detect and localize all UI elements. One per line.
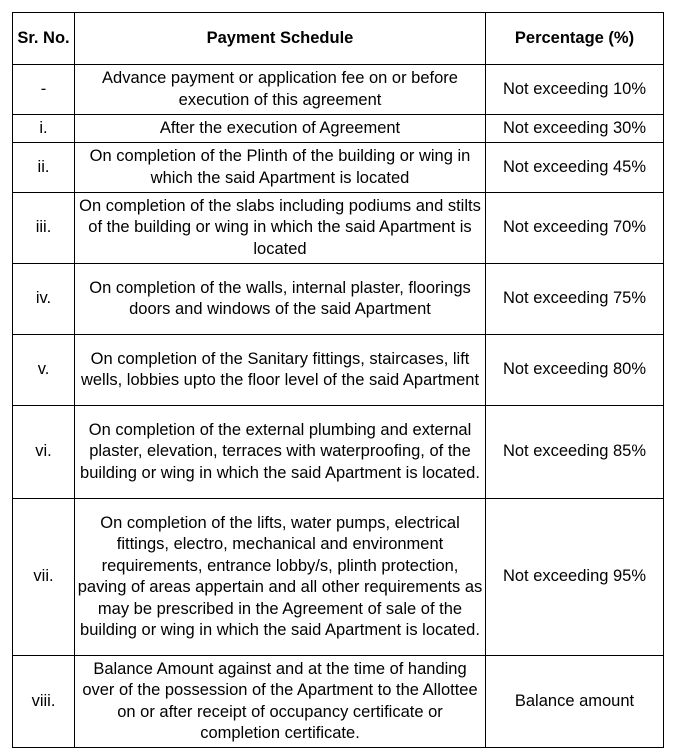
percentage-cell: Not exceeding 80% <box>486 335 664 406</box>
table-row <box>13 656 664 748</box>
percentage-cell: Not exceeding 10% <box>486 65 664 115</box>
sr-cell: ii. <box>13 143 75 193</box>
table-header-row <box>13 13 664 65</box>
percentage-cell: Not exceeding 45% <box>486 143 664 193</box>
sr-cell: - <box>13 65 75 115</box>
table-row <box>13 115 664 143</box>
schedule-cell: On completion of the Plinth of the building or wing in which the said Apartment is located <box>75 143 486 193</box>
percentage-cell: Not exceeding 85% <box>486 406 664 499</box>
sr-cell: i. <box>13 115 75 143</box>
header-percentage: Percentage (%) <box>486 13 664 65</box>
table-row <box>13 264 664 335</box>
sr-cell: vi. <box>13 406 75 499</box>
percentage-cell: Not exceeding 30% <box>486 115 664 143</box>
payment-schedule-table <box>12 12 664 748</box>
schedule-cell: On completion of the external plumbing and external plaster, elevation, terraces with waterproofing, of the building or wing in which the said Apartment is located. <box>75 406 486 499</box>
schedule-cell: On completion of the lifts, water pumps, electrical fittings, electro, mechanical and environment requirements, entrance lobby/s, plinth protection, paving of areas appertain and all other requirements as may be prescribed in the Agreement of sale of the building or wing in which the said Apartment is located. <box>75 499 486 656</box>
table-row <box>13 65 664 115</box>
table-row <box>13 143 664 193</box>
header-sr-no: Sr. No. <box>13 13 75 65</box>
table-row <box>13 499 664 656</box>
sr-cell: vii. <box>13 499 75 656</box>
sr-cell: iii. <box>13 193 75 264</box>
schedule-cell: Advance payment or application fee on or before execution of this agreement <box>75 65 486 115</box>
schedule-cell: After the execution of Agreement <box>75 115 486 143</box>
schedule-cell: On completion of the Sanitary fittings, staircases, lift wells, lobbies upto the floor level of the said Apartment <box>75 335 486 406</box>
schedule-cell: On completion of the walls, internal plaster, floorings doors and windows of the said Apartment <box>75 264 486 335</box>
header-payment-schedule: Payment Schedule <box>75 13 486 65</box>
percentage-cell: Not exceeding 70% <box>486 193 664 264</box>
schedule-cell: Balance Amount against and at the time of handing over of the possession of the Apartment to the Allottee on or after receipt of occupancy certificate or completion certificate. <box>75 656 486 748</box>
sr-cell: viii. <box>13 656 75 748</box>
table-row <box>13 193 664 264</box>
table-row <box>13 335 664 406</box>
sr-cell: iv. <box>13 264 75 335</box>
schedule-cell: On completion of the slabs including podiums and stilts of the building or wing in which the said Apartment is located <box>75 193 486 264</box>
table-row <box>13 406 664 499</box>
percentage-cell: Not exceeding 75% <box>486 264 664 335</box>
percentage-cell: Balance amount <box>486 656 664 748</box>
sr-cell: v. <box>13 335 75 406</box>
percentage-cell: Not exceeding 95% <box>486 499 664 656</box>
